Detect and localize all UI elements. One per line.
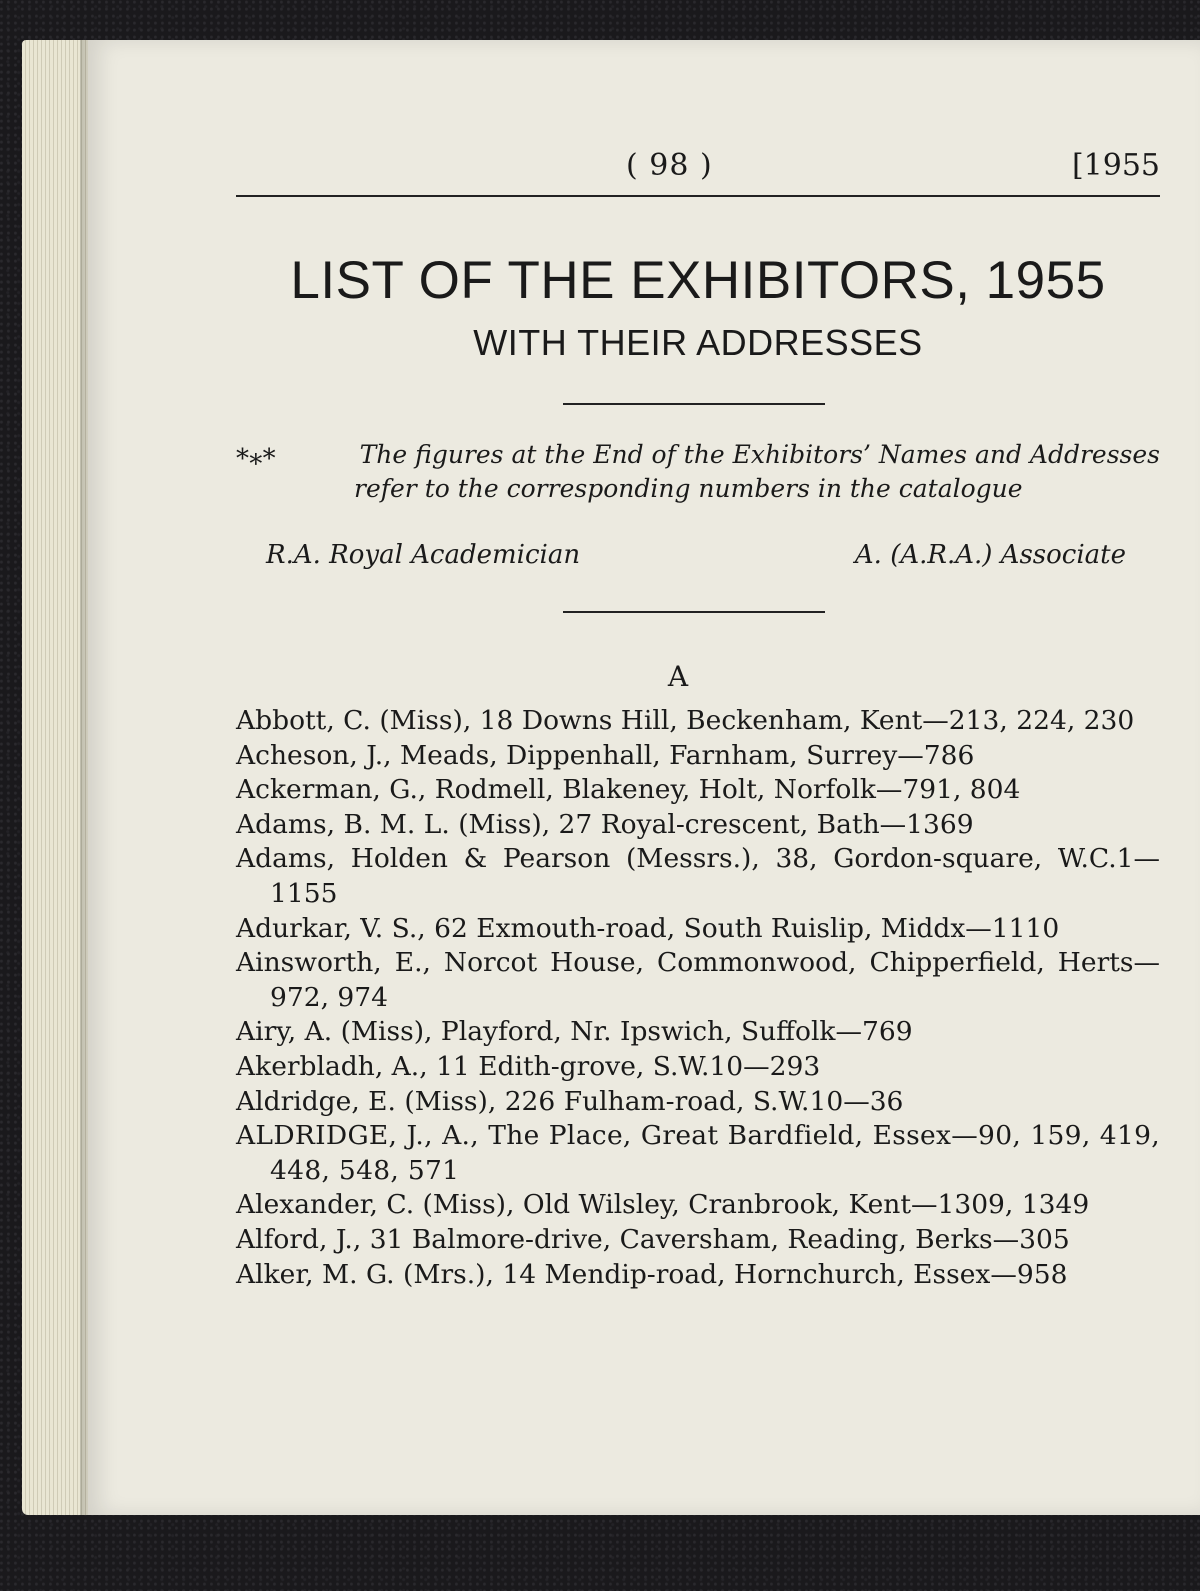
divider-rule: [563, 403, 825, 405]
book-page: [88, 40, 1200, 1515]
page-number: ( 98 ): [626, 148, 713, 183]
exhibitor-entry: Adams, B. M. L. (Miss), 27 Royal-crescent, Bath—1369: [236, 808, 974, 840]
exhibitor-entry: Ainsworth, E., Norcot House, Commonwood, Chipperfield, Herts—972, 974: [236, 947, 1160, 1013]
page-subtitle: WITH THEIR ADDRESSES: [473, 322, 923, 363]
asterism-mark: *∗*: [236, 444, 274, 474]
exhibitor-entry: Aldridge, E. (Miss), 226 Fulham-road, S.W.10—36: [236, 1085, 904, 1117]
abbreviation-ara: A. (A.R.A.) Associate: [854, 540, 1126, 570]
exhibitor-list: [236, 704, 1160, 1292]
page-title: LIST OF THE EXHIBITORS, 1955: [290, 251, 1106, 310]
exhibitor-entry: Acheson, J., Meads, Dippenhall, Farnham, Surrey—786: [236, 739, 975, 771]
exhibitor-entry: Ackerman, G., Rodmell, Blakeney, Holt, Norfolk—791, 804: [236, 774, 1021, 806]
exhibitor-entry: Alker, M. G. (Mrs.), 14 Mendip-road, Hornchurch, Essex—958: [236, 1258, 1068, 1290]
year-marker: [1955: [1071, 148, 1160, 183]
note-line: refer to the corresponding numbers in the catalogue: [354, 474, 1023, 503]
exhibitor-entry: Adams, Holden & Pearson (Messrs.), 38, Gordon-square, W.C.1— 1155: [236, 843, 1160, 909]
abbreviation-ra: R.A. Royal Academician: [266, 540, 581, 570]
exhibitor-entry: Alexander, C. (Miss), Old Wilsley, Cranbrook, Kent—1309, 1349: [236, 1189, 1090, 1221]
exhibitor-entry: Abbott, C. (Miss), 18 Downs Hill, Beckenham, Kent—213, 224, 230: [236, 705, 1135, 736]
section-letter: A: [667, 660, 689, 693]
note-line: The figures at the End of the Exhibitors’ Names and Addresses: [359, 440, 1160, 469]
exhibitor-entry: ALDRIDGE, J., A., The Place, Great Bardfield, Essex—90, 159, 419, 448, 548, 571: [236, 1120, 1160, 1186]
exhibitor-entry: Alford, J., 31 Balmore-drive, Caversham, Reading, Berks—305: [236, 1223, 1070, 1255]
exhibitor-entry: Airy, A. (Miss), Playford, Nr. Ipswich, Suffolk—769: [236, 1016, 913, 1048]
divider-rule: [563, 611, 825, 613]
running-head: [236, 148, 1160, 188]
exhibitor-entry: Adurkar, V. S., 62 Exmouth-road, South Ruislip, Middx—1110: [236, 912, 1060, 944]
header-rule: [236, 195, 1160, 197]
exhibitor-entry: Akerbladh, A., 11 Edith-grove, S.W.10—293: [236, 1050, 821, 1082]
